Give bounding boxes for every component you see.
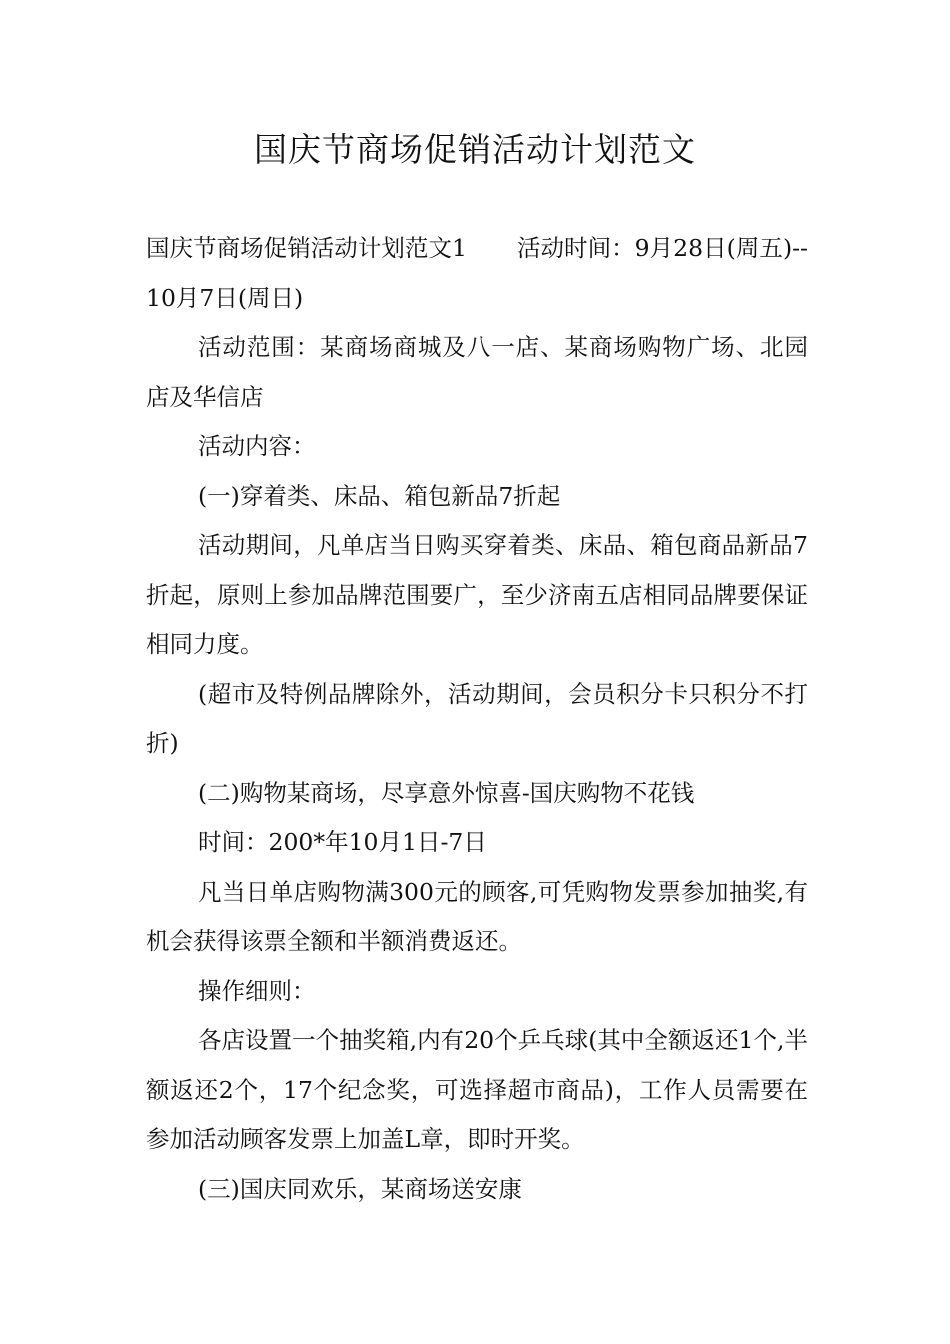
paragraph-rules-detail: 各店设置一个抽奖箱,内有20个乒乓球(其中全额返还1个,半额返还2个，17个纪念奖，可选择超市商品)，工作人员需要在参加活动顾客发票上加盖L章，即时开奖。 [146, 1026, 808, 1153]
paragraph-section-2-time: 时间：200*年10月1日-7日 [198, 828, 487, 856]
paragraph-section-1: (一)穿着类、床品、箱包新品7折起 [198, 481, 561, 510]
paragraph-section-2: (二)购物某商场，尽享意外惊喜-国庆购物不花钱 [198, 778, 695, 807]
paragraph-section-2-detail: 凡当日单店购物满300元的顾客,可凭购物发票参加抽奖,有机会获得该票全额和半额消费返还。 [146, 877, 808, 955]
paragraph-section-3: (三)国庆同欢乐，某商场送安康 [198, 1174, 522, 1203]
paragraph-scope: 活动范围：某商场商城及八一店、某商场购物广场、北园店及华信店 [146, 333, 808, 411]
document-body [146, 224, 808, 1214]
paragraph-intro [146, 224, 808, 323]
paragraph-section-1-note: (超市及特例品牌除外，活动期间，会员积分卡只积分不打折) [146, 679, 808, 757]
document-title: 国庆节商场促销活动计划范文 [254, 130, 696, 169]
paragraph-intro-heading: 国庆节商场促销活动计划范文1 [146, 234, 467, 262]
paragraph-rules-heading: 操作细则： [198, 976, 316, 1005]
paragraph-section-1-detail: 活动期间，凡单店当日购买穿着类、床品、箱包商品新品7折起，原则上参加品牌范围要广，至少济南五店相同品牌要保证相同力度。 [146, 531, 808, 658]
paragraph-content-heading: 活动内容： [198, 432, 316, 460]
activity-time: 活动时间：9月28日(周五)--10月7日(周日) [146, 234, 808, 312]
